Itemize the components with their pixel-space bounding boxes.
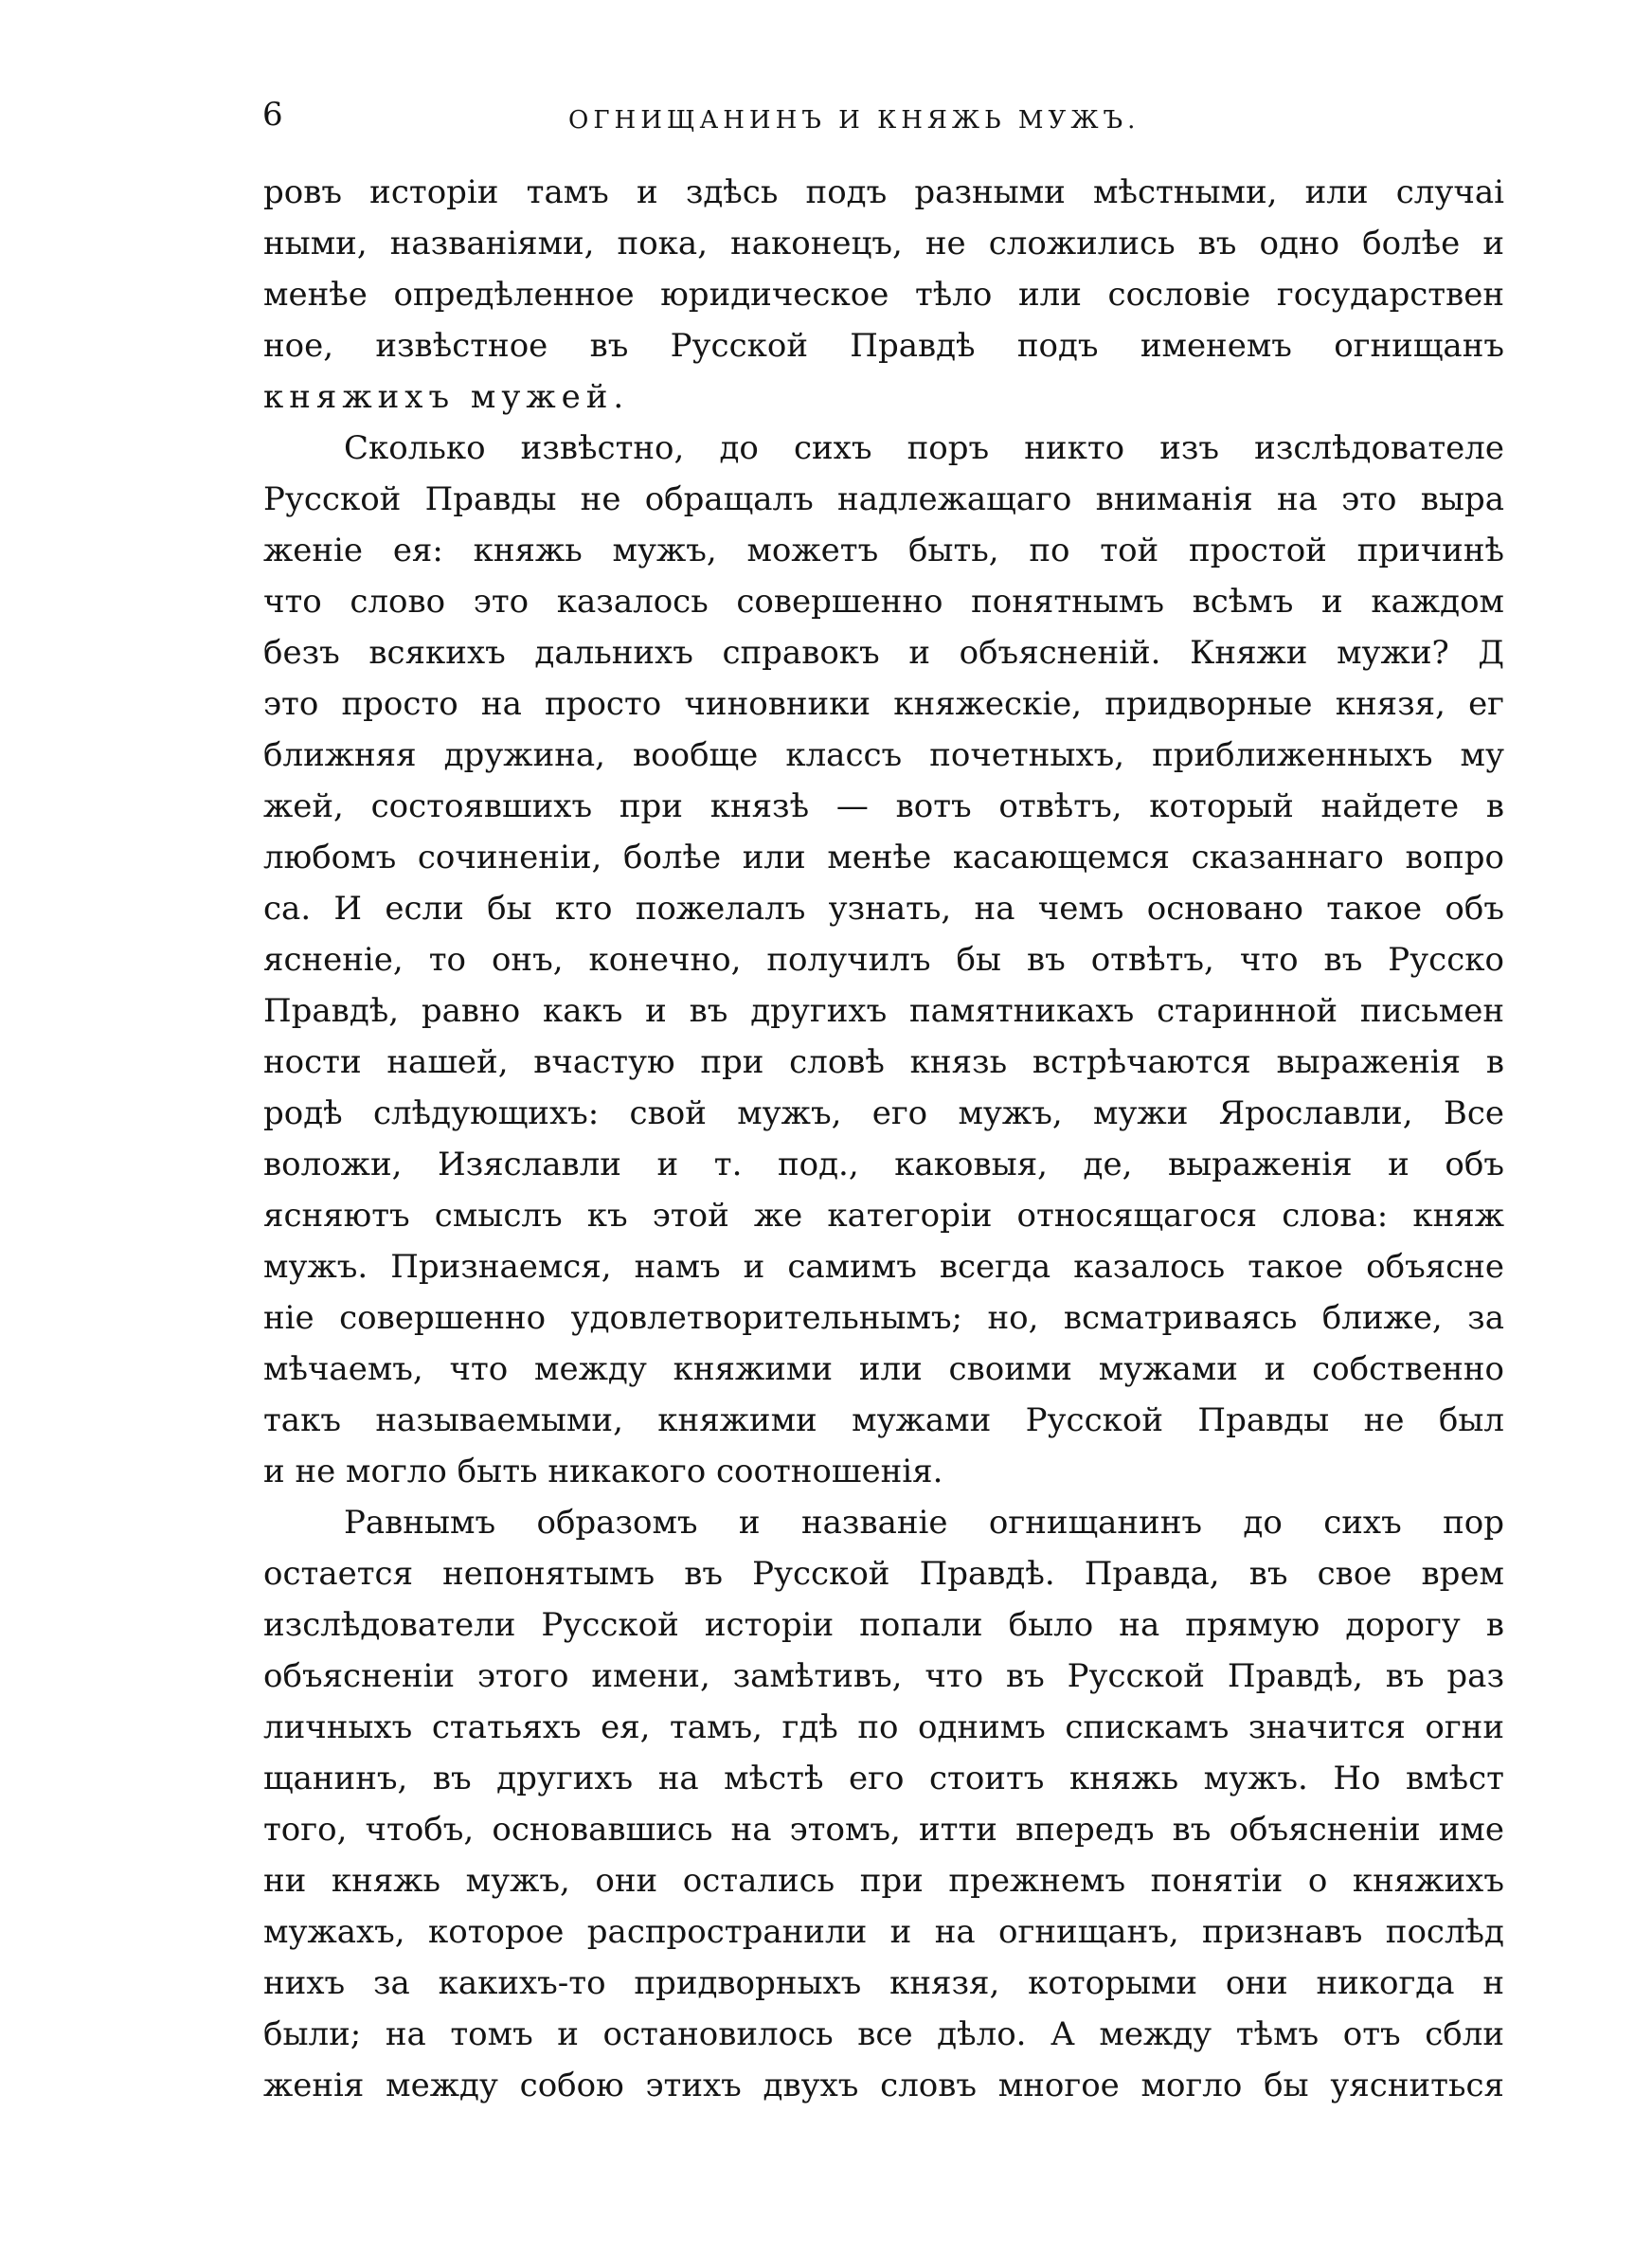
text-line: щанинъ, въ другихъ на мѣстѣ его стоитъ княжь мужъ. Но вмѣст bbox=[263, 1760, 1504, 1797]
text-line: родѣ слѣдующихъ: свой мужъ, его мужъ, мужи Ярославли, Все bbox=[263, 1094, 1504, 1132]
text-line: ное, извѣстное въ Русской Правдѣ подъ именемъ огнищанъ bbox=[263, 327, 1504, 365]
text-line: что слово это казалось совершенно понятнымъ всѣмъ и каждом bbox=[263, 583, 1504, 621]
running-title: ОГНИЩАНИНЪ И КНЯЖЬ МУЖЪ. bbox=[568, 106, 1140, 135]
text-line: Сколько извѣстно, до сихъ поръ никто изъ изслѣдователе bbox=[344, 429, 1504, 467]
text-line: ными, названіями, пока, наконецъ, не сложились въ одно болѣе и bbox=[263, 225, 1504, 262]
text-line: Русской Правды не обращалъ надлежащаго вниманія на это выра bbox=[263, 480, 1504, 518]
text-line: любомъ сочиненіи, болѣе или менѣе касающемся сказаннаго вопро bbox=[263, 839, 1504, 876]
text-line: были; на томъ и остановилось все дѣло. А между тѣмъ отъ сбли bbox=[263, 2015, 1504, 2053]
text-line: Правдѣ, равно какъ и въ другихъ памятникахъ старинной письмен bbox=[263, 992, 1504, 1030]
text-line: ніе совершенно удовлетворительнымъ; но, всматриваясь ближе, за bbox=[263, 1299, 1504, 1337]
text-line: са. И если бы кто пожелалъ узнать, на чемъ основано такое объ bbox=[263, 890, 1504, 928]
text-line: того, чтобъ, основавшись на этомъ, итти впередъ въ объясненіи име bbox=[263, 1811, 1504, 1849]
text-line: воложи, Изяславли и т. под., каковыя, де, выраженія и объ bbox=[263, 1146, 1504, 1183]
text-line: ближняя дружина, вообще классъ почетныхъ, приближенныхъ му bbox=[263, 736, 1504, 774]
text-line: мужъ. Признаемся, намъ и самимъ всегда казалось такое объясне bbox=[263, 1248, 1504, 1286]
text-line: объясненіи этого имени, замѣтивъ, что въ Русской Правдѣ, въ раз bbox=[263, 1657, 1504, 1695]
text-line: мѣчаемъ, что между княжими или своими мужами и собственно bbox=[263, 1350, 1504, 1388]
text-line: ни княжь мужъ, они остались при прежнемъ понятіи о княжихъ bbox=[263, 1862, 1504, 1900]
text-line: жей, состоявшихъ при князѣ — вотъ отвѣтъ, который найдете в bbox=[263, 787, 1504, 825]
text-line: ности нашей, вчастую при словѣ князь встрѣчаются выраженія в bbox=[263, 1043, 1504, 1081]
text-line: нихъ за какихъ-то придворныхъ князя, которыми они никогда н bbox=[263, 1964, 1504, 2002]
text-line: мужахъ, которое распространили и на огнищанъ, признавъ послѣд bbox=[263, 1913, 1504, 1951]
text-line: изслѣдователи Русской исторіи попали было на прямую дорогу в bbox=[263, 1606, 1504, 1644]
text-line: безъ всякихъ дальнихъ справокъ и объясненій. Княжи мужи? Д bbox=[263, 634, 1504, 672]
text-line: личныхъ статьяхъ ея, тамъ, гдѣ по однимъ спискамъ значится огни bbox=[263, 1708, 1504, 1746]
text-line: остается непонятымъ въ Русской Правдѣ. Правда, въ свое врем bbox=[263, 1555, 1504, 1593]
text-line: ровъ исторіи тамъ и здѣсь подъ разными мѣстными, или случаі bbox=[263, 173, 1504, 211]
text-line: женія между собою этихъ двухъ словъ многое могло бы уясниться bbox=[263, 2067, 1504, 2104]
text-line: женіе ея: княжь мужъ, можетъ быть, по той простой причинѣ bbox=[263, 532, 1504, 569]
text-line: такъ называемыми, княжими мужами Русской Правды не был bbox=[263, 1401, 1504, 1439]
text-line: княжихъ мужей. bbox=[263, 378, 630, 416]
text-line: это просто на просто чиновники княжескіе, придворные князя, ег bbox=[263, 685, 1504, 723]
text-line: и не могло быть никакого соотношенія. bbox=[263, 1453, 943, 1490]
text-line: Равнымъ образомъ и названіе огнищанинъ до сихъ пор bbox=[344, 1504, 1504, 1542]
page-number: 6 bbox=[262, 96, 283, 134]
text-line: менѣе опредѣленное юридическое тѣло или сословіе государствен bbox=[263, 276, 1504, 314]
text-line: ясняютъ смыслъ къ этой же категоріи относящагося слова: княж bbox=[263, 1197, 1504, 1235]
text-line: ясненіе, то онъ, конечно, получилъ бы въ отвѣтъ, что въ Русско bbox=[263, 941, 1504, 979]
